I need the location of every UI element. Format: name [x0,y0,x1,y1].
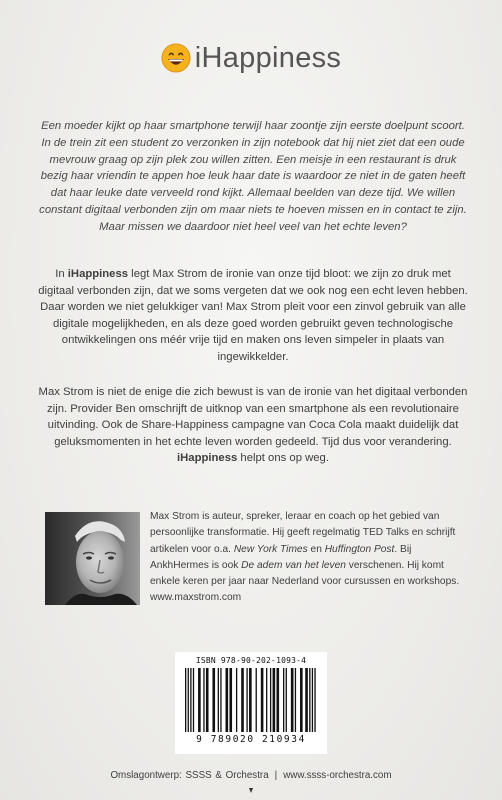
barcode-bar [309,668,310,732]
barcode-bar [185,668,186,732]
barcode-bar [226,668,229,732]
barcode-bar [246,668,247,732]
barcode-bar [229,668,232,732]
barcode-bar [236,668,237,732]
grinning-smiley-icon [161,43,191,73]
p2-book-title: iHappiness [177,452,238,465]
barcode-bar [273,668,276,732]
barcode-digits: 9 789020 210934 [196,734,306,745]
author-photo [45,512,140,605]
designer-url: www.ssss-orchestra.com [283,770,392,781]
body-paragraph-1 [38,266,468,366]
barcode-bar [188,668,189,732]
bio-text-2: . Bij AnkhHermes is ook [150,543,412,571]
barcode-bar [218,668,219,732]
bio-publication-1: New York Times [233,543,308,555]
barcode-bar [305,668,308,732]
bio-text-1: Max Strom is auteur, spreker, leraar en coach op het gebied van persoonlijke transformatie. Hij geeft regelmatig TED Talks en schrijft artikelen voor o.a. [150,511,456,555]
barcode-bar [256,668,257,732]
barcode-bar [206,668,209,732]
barcode-bar [193,668,194,732]
bio-book-title: De adem van het leven [241,559,346,571]
barcode-bar [190,668,191,732]
barcode-bar [198,668,201,732]
barcode-bar [203,668,204,732]
bio-text-3: verschenen. Hij komt enkele keren per jaar naar Nederland voor cursussen en workshops. www.maxstrom.com [150,559,460,604]
barcode-bar [312,668,313,732]
p2-text: Max Strom is niet de enige die zich bewust is van de ironie van het digitaal verbonden zijn. Provider Ben omschrijft de uitknop van een smartphone als een revolutionaire uitvinding. Ook de Share-Happiness campagne van Coca Cola maakt duidelijk dat geluksmomenten in het echte leven worden gedeeld. Tijd dus voor verandering. [38,386,468,448]
book-title: iHappiness [194,41,342,74]
barcode-bar [314,668,315,732]
barcode-bars [185,668,317,732]
barcode-bar [220,668,221,732]
barcode-bar [283,668,284,732]
intro-paragraph: Een moeder kijkt op haar smartphone terwijl haar zoontje zijn eerste doelpunt scoort. In de trein zit een student zo verzonken in zijn notebook dat hij niet ziet dat een oude mevrouw graag op zijn plek zou willen zitten. Een meisje in een restaurant is druk bezig haar vriendin te appen hoe leuk haar date is waardoor ze niet in de gaten heeft dat haar leuke date verveeld rond kijkt. Allemaal beelden van deze tijd. We willen constant digitaal verbonden zijn om maar niets te hoeven missen en in contact te zijn. Maar missen we daardoor niet heel veel van het echte leven? [39,120,467,233]
barcode-bar [286,668,287,732]
barcode-bar [295,668,296,732]
cover-design-label: Omslagontwerp: [110,770,182,781]
footer-separator: | [274,770,278,781]
barcode-box [175,652,327,754]
barcode-bar [261,668,264,732]
p1-book-title: iHappiness [67,268,129,280]
author-bio [150,509,470,607]
bio-and: en [307,543,325,555]
barcode-bar [276,668,279,732]
barcode-bar [212,668,215,732]
cover-designer: SSSS & Orchestra [185,770,269,781]
p1-text: legt Max Strom de ironie van onze tijd bloot: we zijn zo druk met digitaal verbonden zijn, dat we soms vergeten dat we ook nog een echt leven hebben. Daar worden we niet gelukkiger van! Max Strom pleit voor een zinvol gebruik van alle digitale mogelijkheden, en als deze goed worden gebruikt geven technologische ontwikkelingen ons méér vrije tijd en maken ons leven simpeler in plaats van ingewikkelder. [38,268,468,363]
barcode-bar [270,668,271,732]
bio-publication-2: Huffington Post [324,543,395,555]
isbn-label: ISBN 978-90-202-1093-4 [195,656,307,665]
footer-credits [0,770,502,781]
p2-end: helpt ons op weg. [237,452,329,465]
spine-marker [249,788,253,793]
barcode-bar [249,668,252,732]
body-paragraph-2 [38,384,468,467]
barcode-bar [266,668,267,732]
barcode-bar [291,668,294,732]
p1-lead: In [55,268,68,280]
barcode-bar [300,668,303,732]
barcode-bar [241,668,244,732]
title-row [0,38,502,78]
